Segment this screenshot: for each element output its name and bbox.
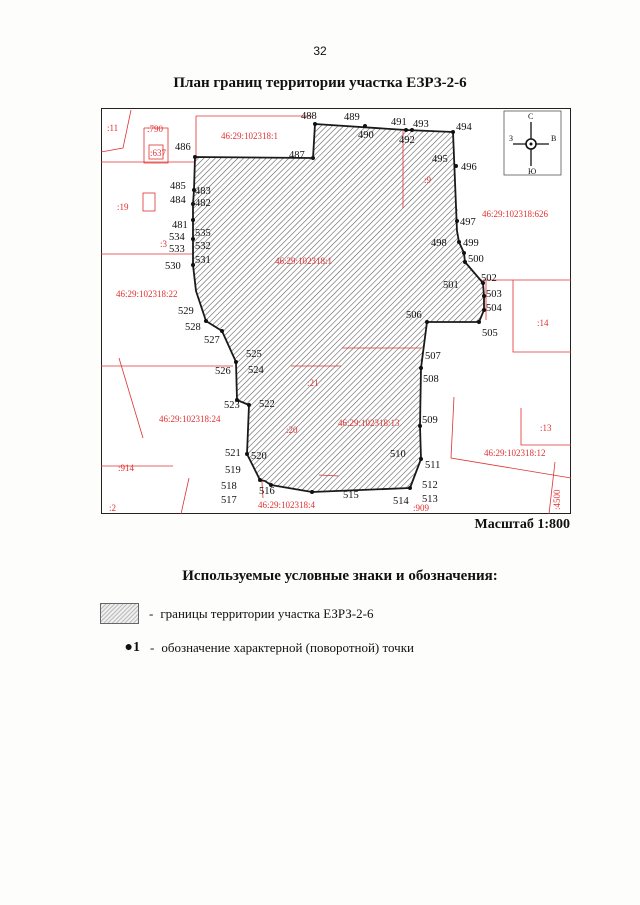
- parcel-label: 46:29:102318:24: [159, 414, 221, 424]
- compass-east: В: [551, 134, 557, 143]
- boundary-point: [193, 155, 197, 159]
- point-label: 487: [289, 150, 305, 161]
- parcel-label: :21: [307, 378, 319, 388]
- point-label: 512: [422, 480, 438, 491]
- point-label: 535: [195, 228, 211, 239]
- parcel-label: 46:29:102318:1: [221, 131, 279, 141]
- point-label: 482: [195, 198, 211, 209]
- parcel-label: 46:29:102318:4: [258, 500, 316, 510]
- boundary-point: [311, 156, 315, 160]
- point-label: 507: [425, 351, 441, 362]
- point-label: 483: [195, 186, 211, 197]
- legend-point-symbol: ●1: [124, 640, 140, 655]
- compass-north: С: [528, 112, 534, 121]
- point-label: 490: [358, 130, 374, 141]
- parcel-label: :11: [107, 123, 119, 133]
- boundary-point: [313, 122, 317, 126]
- parcel-label: :790: [147, 124, 164, 134]
- point-label: 501: [443, 280, 459, 291]
- boundary-point: [463, 260, 467, 264]
- boundary-point: [191, 218, 195, 222]
- point-label: 520: [251, 451, 267, 462]
- point-label: 514: [393, 496, 409, 507]
- legend-dash: -: [149, 605, 154, 621]
- boundary-point: [404, 128, 408, 132]
- point-label: 484: [170, 195, 186, 206]
- point-label: 485: [170, 181, 186, 192]
- parcel-label: :14: [537, 318, 549, 328]
- legend-text: границы территории участка ЕЗРЗ-2-6: [160, 605, 374, 621]
- legend-hatch-swatch: [100, 603, 139, 624]
- compass: [504, 111, 561, 176]
- page-title: План границ территории участка ЕЗРЗ-2-6: [173, 75, 467, 91]
- point-label: 497: [460, 217, 476, 228]
- point-label: 529: [178, 306, 194, 317]
- point-label: 518: [221, 481, 237, 492]
- point-label: 534: [169, 232, 185, 243]
- legend-item-territory: [100, 603, 373, 624]
- point-label: 513: [422, 494, 438, 505]
- boundary-plan-map: [101, 108, 571, 514]
- point-label: 503: [486, 289, 502, 300]
- boundary-point: [425, 320, 429, 324]
- point-label: 509: [422, 415, 438, 426]
- point-label: 516: [259, 486, 275, 497]
- point-label: 526: [215, 366, 231, 377]
- point-label: 495: [432, 154, 448, 165]
- parcel-label: 46:29:102318:1: [275, 256, 333, 266]
- point-label: 493: [413, 119, 429, 130]
- point-label: 517: [221, 495, 237, 506]
- parcel-label: :909: [413, 503, 430, 513]
- parcel-label: 46:29:102318:12: [484, 448, 546, 458]
- point-label: 532: [195, 241, 211, 252]
- boundary-point: [408, 486, 412, 490]
- boundary-point: [457, 240, 461, 244]
- point-label: 506: [406, 310, 422, 321]
- compass-south: Ю: [528, 167, 537, 176]
- boundary-point: [454, 164, 458, 168]
- parcel-label: :4500: [552, 489, 562, 510]
- boundary-point: [234, 360, 238, 364]
- point-label: 486: [175, 142, 191, 153]
- parcel-label: 46:29:102318:22: [116, 289, 178, 299]
- parcel-label: :19: [117, 202, 129, 212]
- point-label: 519: [225, 465, 241, 476]
- point-label: 488: [301, 111, 317, 122]
- point-label: 533: [169, 244, 185, 255]
- boundary-point: [477, 320, 481, 324]
- point-label: 531: [195, 255, 211, 266]
- boundary-point: [220, 329, 224, 333]
- point-label: 528: [185, 322, 201, 333]
- boundary-point: [455, 219, 459, 223]
- legend-dash: -: [150, 640, 155, 655]
- point-label: 527: [204, 335, 220, 346]
- point-label: 511: [425, 460, 441, 471]
- boundary-point: [419, 457, 423, 461]
- point-label: 530: [165, 261, 181, 272]
- point-label: 499: [463, 238, 479, 249]
- parcel-label: :637: [150, 148, 167, 158]
- point-label: 523: [224, 400, 240, 411]
- boundary-point: [247, 403, 251, 407]
- point-label: 504: [486, 303, 502, 314]
- point-label: 500: [468, 254, 484, 265]
- point-label: 510: [390, 449, 406, 460]
- point-label: 494: [456, 122, 472, 133]
- parcel-label: :13: [540, 423, 552, 433]
- point-label: 521: [225, 448, 241, 459]
- point-label: 524: [248, 365, 264, 376]
- point-label: 522: [259, 399, 275, 410]
- page-number: 32: [313, 44, 327, 58]
- boundary-point: [363, 124, 367, 128]
- point-label: 492: [399, 135, 415, 146]
- parcel-label: :20: [286, 425, 298, 435]
- point-label: 491: [391, 117, 407, 128]
- legend-text: обозначение характерной (поворотной) точки: [161, 640, 414, 655]
- parcel-label: :3: [160, 239, 168, 249]
- scale-label: Масштаб 1:800: [474, 517, 570, 532]
- boundary-point: [451, 130, 455, 134]
- point-label: 489: [344, 112, 360, 123]
- parcel-label: :2: [109, 503, 117, 513]
- boundary-point: [204, 319, 208, 323]
- point-label: 525: [246, 349, 262, 360]
- boundary-point: [310, 490, 314, 494]
- parcel-label: 46:29:102318:13: [338, 418, 400, 428]
- legend-title: Используемые условные знаки и обозначения:: [182, 568, 498, 584]
- point-label: 515: [343, 490, 359, 501]
- parcel-label: 46:29:102318:626: [482, 209, 549, 219]
- parcel-label: :914: [118, 463, 135, 473]
- point-label: 502: [481, 273, 497, 284]
- boundary-point: [258, 478, 262, 482]
- legend-item-point: [100, 640, 414, 656]
- boundary-point: [462, 251, 466, 255]
- parcel-label: :9: [424, 175, 432, 185]
- point-label: 496: [461, 162, 477, 173]
- compass-west: З: [509, 134, 514, 143]
- point-label: 508: [423, 374, 439, 385]
- point-label: 498: [431, 238, 447, 249]
- boundary-point: [245, 452, 249, 456]
- boundary-point: [419, 366, 423, 370]
- point-label: 505: [482, 328, 498, 339]
- point-label: 481: [172, 220, 188, 231]
